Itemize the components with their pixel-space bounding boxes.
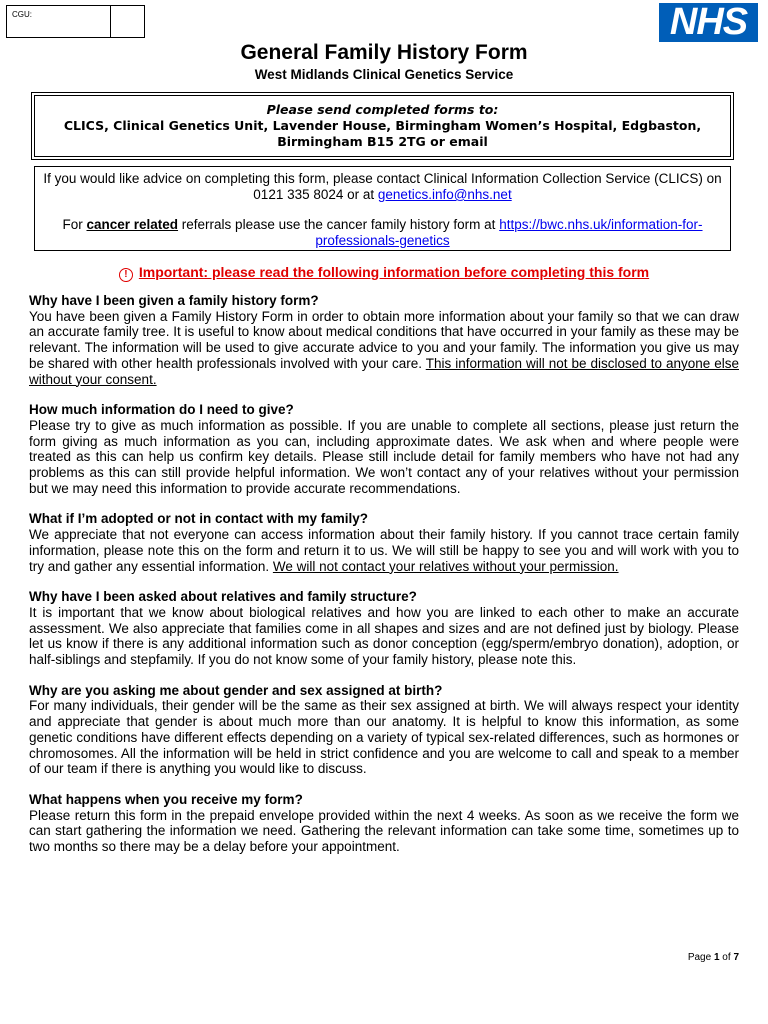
section-relatives [29,589,739,668]
page-title: General Family History Form [240,41,528,64]
section-text: You have been given a Family History Form in order to obtain more information about your family so that we can draw an accurate family tree. It is useful to know about medical conditions that have occurred in your family as these may be relevant. The information will be used to give accurate advice to you and your family. The information you give us may be shared with other health professionals involved with your care. [29,308,739,371]
cgu-box [6,5,145,38]
section-adopted [29,511,739,574]
section-heading: What happens when you receive my form? [29,791,303,807]
section-body: Please return this form in the prepaid envelope provided within the next 4 weeks. As soon as we receive the form we can start gathering the information we need. Gathering the relevant information can take some time, sometimes up to two months so there may be a delay before your appointment. [29,807,739,855]
section-heading: Why are you asking me about gender and sex assigned at birth? [29,682,443,698]
cancer-paragraph [43,217,722,249]
info-content [29,293,739,870]
section-underline: We will not contact your relatives without your permission. [272,558,619,574]
advice-box [34,166,731,251]
advice-text: If you would like advice on completing this form, please contact Clinical Information Collection Service (CLICS) on 0121 335 8024 or at [43,171,722,202]
section-why-given [29,293,739,387]
page-current: 1 [713,952,720,963]
section-body: For many individuals, their gender will be the same as their sex assigned at birth. We will always respect your identity and appreciate that gender is about much more than our anatomy. It is helpful to know this information, as some genetic conditions have different effects depending on a variety of typical sex-related differences, such as hormones or chromosomes. All the information will be held in strict confidence and you are welcome to call and speak to a member of our team if there is anything you would like to discuss. [29,698,739,777]
exclamation-icon: ! [119,268,133,282]
send-address-inner [34,95,731,157]
section-body: Please try to give as much information as possible. If you are unable to complete all sections, please just return the form giving as much information as you can, including approximate dates. We ask when and where people were treated as this can help us confirm key details. Please still include detail for family members who have not had any problems as this can still provide helpful information. We won’t contact any of your relatives without your permission but we may need this information to provide accurate recommendations. [29,417,739,496]
section-body [29,309,739,388]
section-what-happens [29,792,739,855]
page-total: 7 [733,952,739,963]
important-text: Important: please read the following information before completing this form [138,264,650,280]
section-body [29,527,739,574]
cgu-label: CGU: [12,10,32,19]
section-text: We appreciate that not everyone can access information about their family history. If you cannot trace certain family information, please note this on the form and return it to us. We will still be happy to see you and will work with you to try and gather any essential information. [29,527,739,574]
cancer-form-link[interactable]: https://bwc.nhs.uk/information-for-professionals-genetics [315,217,703,248]
page-label: Page [687,952,714,963]
section-heading: What if I’m adopted or not in contact with my family? [29,511,369,527]
send-heading: Please send completed forms to: [266,102,499,117]
page-subtitle: West Midlands Clinical Genetics Service [254,67,514,82]
advice-paragraph [43,171,722,203]
cancer-related-label: cancer related [86,217,179,232]
section-body: It is important that we know about biological relatives and how you are linked to each other to make an accurate assessment. We also appreciate that families come in all shapes and sizes and are not defined just by biology. Please let us know if there is any additional information such as donor conception (egg/sperm/embryo donation), adoption, or half-siblings and stepfamily. If you do not know some of your family history, please note this. [29,604,739,668]
section-underline: This information will not be disclosed to anyone else without your consent. [29,355,739,387]
email-link[interactable]: genetics.info@nhs.net [377,187,512,202]
section-how-much [29,402,739,496]
important-notice [0,264,768,282]
section-heading: Why have I been asked about relatives and family structure? [29,589,417,605]
send-address-line2: Birmingham B15 2TG or email [277,134,488,149]
cgu-divider [110,6,111,37]
section-heading: How much information do I need to give? [29,402,294,418]
of-label: of [719,952,734,963]
section-gender [29,683,739,777]
section-heading: Why have I been given a family history form? [29,293,319,308]
cancer-text: referrals please use the cancer family history form at [178,217,500,232]
nhs-logo: NHS [659,3,758,42]
page-number [688,952,739,963]
cancer-prefix: For [62,217,87,232]
send-address-box [31,92,734,160]
send-address-line1: CLICS, Clinical Genetics Unit, Lavender House, Birmingham Women’s Hospital, Edgbaston, [63,118,702,133]
